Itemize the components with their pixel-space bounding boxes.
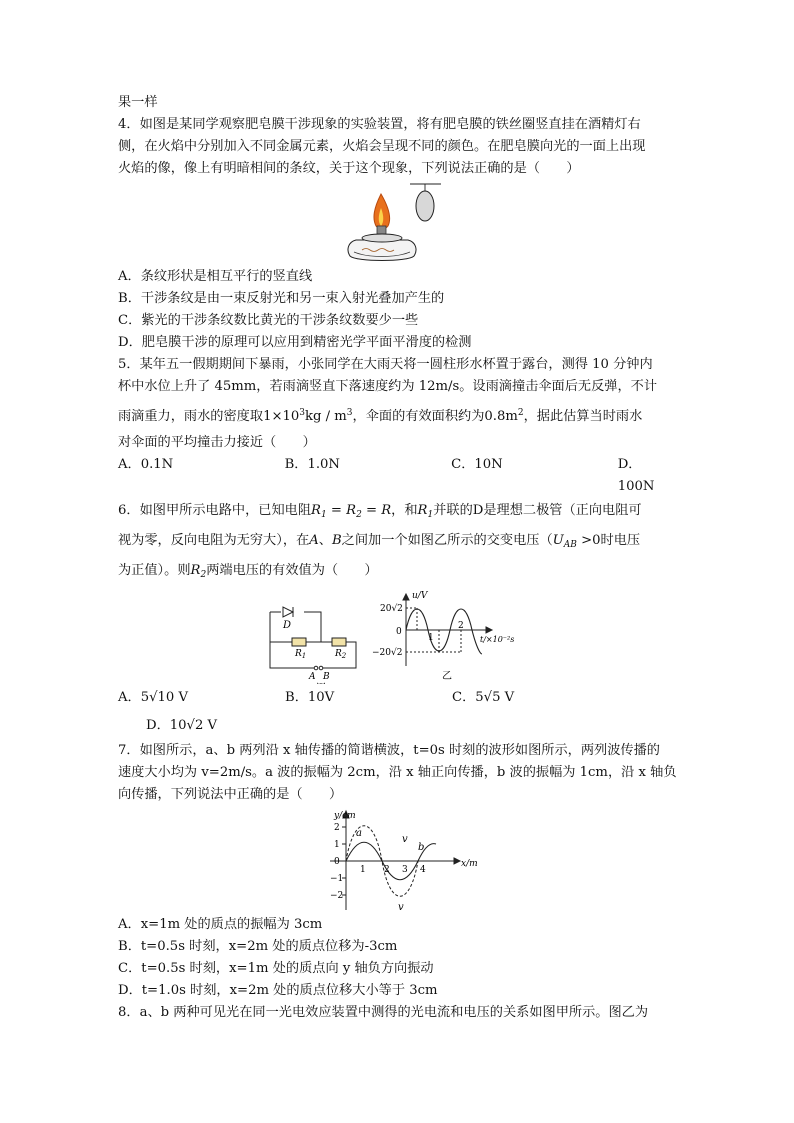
circuit-caption [316, 682, 326, 684]
t-tick-2: 2 [458, 621, 464, 631]
option-7b: B．t=0.5s 时刻，x=2m 处的质点位移为-3cm [118, 939, 398, 954]
circuit-diagram [270, 607, 356, 670]
alcohol-lamp-figure [118, 180, 678, 266]
option-7c: C．t=0.5s 时刻，x=1m 处的质点向 y 轴负方向振动 [118, 961, 434, 976]
x-tick-2: 2 [384, 865, 390, 875]
r1-label: $R_1$ [295, 649, 307, 660]
option-5d: D．100N [617, 457, 655, 494]
wave-a-label: a [356, 828, 362, 839]
velocity-b-label: v [402, 834, 408, 845]
question-5-stem: 雨滴重力，雨水的密度取$1\times 10^3kg / m^3$，伞面的有效面积约为$0.8m^2$，据此估算当时雨水 [118, 408, 643, 424]
text-line: 果一样 [118, 95, 158, 110]
x-tick-3: 3 [402, 865, 408, 875]
question-5-stem: 5．某年五一假期期间下暴雨，小张同学在大雨天将一圆柱形水杯置于露台，测得 10 分钟内 [118, 357, 653, 372]
alcohol-lamp-illustration [118, 180, 678, 266]
option-5a: A．0.1N [118, 457, 174, 472]
y-tick-positive: 20√2 [380, 604, 403, 614]
soap-film-ring-icon [416, 191, 434, 221]
option-7a: A．x=1m 处的质点的振幅为 3cm [118, 917, 323, 932]
x-tick-4: 4 [420, 865, 426, 875]
option-4b: B．干涉条纹是由一束反射光和另一束入射光叠加产生的 [118, 291, 445, 306]
question-8-stem: 8．a、b 两种可见光在同一光电效应装置中测得的光电流和电压的关系如图甲所示。图乙为 [118, 1005, 649, 1020]
y-tick-zero: 0 [396, 627, 402, 637]
x-axis-label: x/m [461, 859, 478, 869]
y-tick-neg1: −1 [330, 874, 344, 884]
option-4d: D．肥皂膜干涉的原理可以应用到精密光学平面平滑度的检测 [118, 335, 472, 350]
u-axis-label: u/V [412, 591, 428, 601]
option-6a: A．5√10 V [118, 690, 189, 705]
question-4-stem: 侧，在火焰中分别加入不同金属元素，火焰会呈现不同的颜色。在肥皂膜向光的一面上出现 [118, 139, 646, 154]
y-tick-0: 0 [334, 857, 340, 867]
option-6c: C．5√5 V [452, 690, 515, 705]
option-5c: C．10N [451, 457, 503, 472]
y-tick-2: 2 [334, 823, 340, 833]
option-4a: A．条纹形状是相互平行的竖直线 [118, 269, 313, 284]
y-tick-neg2: −2 [330, 891, 344, 901]
question-4-stem: 4．如图是某同学观察肥皂膜干涉现象的实验装置，将有肥皂膜的铁丝圈竖直挂在酒精灯右 [118, 117, 641, 132]
question-5-stem: 对伞面的平均撞击力接近（ ） [118, 435, 316, 450]
circuit-and-wave-figure [118, 588, 678, 684]
y-tick-negative: −20√2 [372, 648, 403, 658]
option-6d: D．10√2 V [146, 718, 218, 733]
ac-wave-graph [403, 594, 492, 666]
wave-b-label: b [418, 842, 425, 853]
question-7-stem: 向传播，下列说法中正确的是（ ） [118, 787, 343, 802]
question-6-stem: 6．如图甲所示电路中，已知电阻$R_1 = R_2 = R$，和$R_1$并联的D是理想二极管（正向电阻可 [118, 503, 642, 520]
diode-label: D [283, 620, 292, 631]
x-tick-1: 1 [360, 865, 366, 875]
question-7-stem: 7．如图所示，a、b 两列沿 x 轴传播的简谐横波，t=0s 时刻的波形如图所示，两列波传播的 [118, 743, 660, 758]
velocity-a-label: v [398, 902, 404, 913]
option-7d: D．t=1.0s 时刻，x=2m 处的质点位移大小等于 3cm [118, 983, 438, 998]
terminal-b-label: B [323, 672, 330, 682]
question-4-stem: 火焰的像，像上有明暗相间的条纹，关于这个现象，下列说法正确的是（ ） [118, 161, 580, 176]
question-6-figure [118, 588, 678, 684]
t-axis-label: t/×10⁻²s [480, 635, 515, 644]
option-5b: B．1.0N [284, 457, 340, 472]
two-waves-graph [118, 806, 678, 914]
r2-label: $R_2$ [335, 649, 347, 660]
question-7-stem: 速度大小均为 v=2m/s。a 波的振幅为 2cm，沿 x 轴正向传播，b 波的振幅为 1cm，沿 x 轴负 [118, 765, 677, 780]
y-tick-1: 1 [334, 840, 340, 850]
question-6-stem: 为正值）。则$R_2$两端电压的有效值为（ ） [118, 563, 378, 580]
question-5-stem: 杯中水位上升了 45mm，若雨滴竖直下落速度约为 12m/s。设雨滴撞击伞面后无反弹，不计 [118, 379, 658, 394]
y-axis-label: y/cm [334, 811, 356, 821]
terminal-a-label: A [309, 672, 316, 682]
question-6-stem: 视为零，反向电阻为无穷大），在A、B之间加一个如图乙所示的交变电压（$U_{AB} >0$时电压 [118, 533, 641, 550]
t-tick-1: 1 [428, 633, 434, 643]
lamp-body-icon [348, 240, 416, 261]
option-6b: B．10V [285, 690, 335, 705]
question-7-figure [118, 806, 678, 914]
wave-caption: 乙 [442, 671, 452, 682]
question-5-options [118, 454, 678, 498]
document-page [118, 92, 678, 1024]
option-4c: C．紫光的干涉条纹数比黄光的干涉条纹数要少一些 [118, 313, 419, 328]
question-6-options [118, 684, 678, 712]
